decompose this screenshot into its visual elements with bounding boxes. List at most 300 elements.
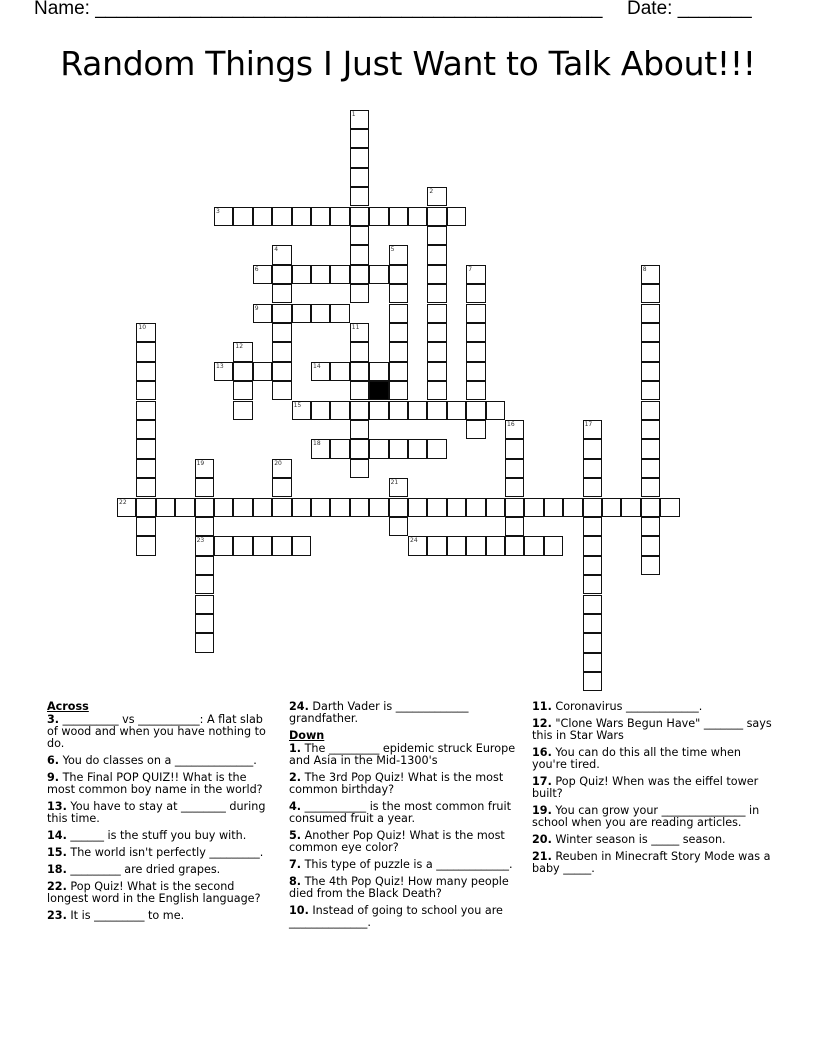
- grid-cell[interactable]: [427, 342, 446, 361]
- grid-cell[interactable]: [447, 401, 466, 420]
- grid-cell[interactable]: [427, 498, 446, 517]
- clue-text: __________ vs ___________: A flat slab of wood and when you have nothing to do.: [47, 713, 266, 750]
- grid-cell[interactable]: [369, 265, 388, 284]
- grid-cell[interactable]: [350, 342, 369, 361]
- grid-cell[interactable]: [369, 207, 388, 226]
- grid-cell[interactable]: [292, 498, 311, 517]
- grid-cell[interactable]: [427, 401, 446, 420]
- grid-cell[interactable]: [486, 536, 505, 555]
- grid-cell[interactable]: [408, 207, 427, 226]
- grid-cell[interactable]: [389, 304, 408, 323]
- grid-cell[interactable]: [136, 381, 155, 400]
- cell-number: 10: [138, 323, 147, 331]
- grid-cell[interactable]: [311, 265, 330, 284]
- grid-cell[interactable]: [427, 439, 446, 458]
- grid-cell[interactable]: [389, 284, 408, 303]
- grid-cell[interactable]: [641, 439, 660, 458]
- clue-text: Instead of going to school you are ______________.: [289, 904, 503, 929]
- cell-number: 13: [216, 362, 224, 370]
- grid-cell[interactable]: [389, 207, 408, 226]
- clue-item: [532, 776, 772, 800]
- grid-cell[interactable]: [583, 478, 602, 497]
- cell-number: 2: [429, 188, 434, 196]
- grid-cell[interactable]: [505, 536, 524, 555]
- grid-cell[interactable]: [350, 110, 369, 129]
- grid-cell[interactable]: [583, 575, 602, 594]
- clues-middle-column: [289, 701, 517, 934]
- grid-cell[interactable]: [427, 265, 446, 284]
- clue-item: [47, 714, 269, 750]
- clue-text: The Final POP QUIZ!! What is the most common boy name in the world?: [47, 771, 263, 796]
- grid-cell[interactable]: [389, 342, 408, 361]
- cell-number: 4: [274, 246, 279, 254]
- grid-cell[interactable]: [253, 265, 272, 284]
- grid-cell[interactable]: [117, 498, 136, 517]
- clue-text: Another Pop Quiz! What is the most common eye color?: [289, 829, 505, 854]
- cell-number: 24: [410, 537, 418, 545]
- grid-cell[interactable]: [195, 459, 214, 478]
- clue-number: 18.: [47, 863, 67, 876]
- grid-cell[interactable]: [311, 304, 330, 323]
- grid-cell[interactable]: [466, 536, 485, 555]
- grid-cell[interactable]: [641, 478, 660, 497]
- grid-cell[interactable]: [389, 439, 408, 458]
- grid-cell[interactable]: [369, 498, 388, 517]
- grid-cell[interactable]: [427, 245, 446, 264]
- clues-right-column: [532, 701, 772, 880]
- grid-cell[interactable]: [195, 614, 214, 633]
- grid-cell[interactable]: [427, 323, 446, 342]
- grid-cell[interactable]: [136, 323, 155, 342]
- grid-cell[interactable]: [214, 536, 233, 555]
- cell-number: 12: [235, 343, 244, 351]
- clue-text: Pop Quiz! What is the second longest word in the English language?: [47, 880, 261, 905]
- cell-number: 18: [313, 440, 321, 448]
- grid-cell[interactable]: [583, 556, 602, 575]
- grid-cell[interactable]: [641, 265, 660, 284]
- grid-cell[interactable]: [427, 226, 446, 245]
- grid-cell[interactable]: [466, 342, 485, 361]
- grid-cell[interactable]: [427, 381, 446, 400]
- clue-number: 19.: [532, 804, 552, 817]
- clue-text: Reuben in Minecraft Story Mode was a baby _____.: [532, 850, 771, 875]
- grid-cell[interactable]: [195, 517, 214, 536]
- clue-number: 15.: [47, 846, 67, 859]
- grid-cell[interactable]: [427, 284, 446, 303]
- cell-number: 22: [119, 498, 127, 506]
- grid-cell[interactable]: [311, 498, 330, 517]
- grid-cell[interactable]: [641, 304, 660, 323]
- grid-cell[interactable]: [136, 342, 155, 361]
- grid-cell[interactable]: [544, 498, 563, 517]
- grid-cell[interactable]: [292, 304, 311, 323]
- grid-cell[interactable]: [524, 498, 543, 517]
- grid-cell[interactable]: [447, 536, 466, 555]
- grid-cell[interactable]: [330, 362, 349, 381]
- clue-item: [289, 830, 517, 854]
- grid-cell[interactable]: [233, 207, 252, 226]
- clue-text: This type of puzzle is a _____________.: [301, 858, 513, 871]
- grid-cell[interactable]: [311, 207, 330, 226]
- grid-cell[interactable]: [195, 536, 214, 555]
- clue-number: 8.: [289, 875, 302, 888]
- grid-cell[interactable]: [350, 459, 369, 478]
- grid-cell[interactable]: [272, 498, 291, 517]
- grid-cell[interactable]: [466, 265, 485, 284]
- grid-cell[interactable]: [272, 265, 291, 284]
- grid-cell[interactable]: [136, 420, 155, 439]
- grid-cell[interactable]: [583, 633, 602, 652]
- grid-cell[interactable]: [330, 439, 349, 458]
- grid-cell[interactable]: [641, 381, 660, 400]
- clue-text: ______ is the stuff you buy with.: [66, 829, 247, 842]
- clue-text: _________ are dried grapes.: [66, 863, 221, 876]
- grid-cell[interactable]: [350, 187, 369, 206]
- grid-cell[interactable]: [350, 362, 369, 381]
- grid-cell[interactable]: [272, 342, 291, 361]
- page-title: Random Things I Just Want to Talk About!!!: [60, 44, 756, 83]
- clue-text: Darth Vader is _____________ grandfather.: [289, 700, 469, 725]
- clue-number: 3.: [47, 713, 60, 726]
- clue-item: [47, 755, 269, 767]
- clue-text: You can grow your _______________ in school when you are reading articles.: [532, 804, 760, 829]
- grid-cell[interactable]: [389, 245, 408, 264]
- clue-number: 21.: [532, 850, 552, 863]
- grid-cell[interactable]: [641, 459, 660, 478]
- clue-item: [47, 881, 269, 905]
- clue-number: 14.: [47, 829, 67, 842]
- grid-cell[interactable]: [583, 614, 602, 633]
- grid-cell[interactable]: [272, 323, 291, 342]
- grid-cell[interactable]: [330, 265, 349, 284]
- clue-item: [289, 743, 517, 767]
- grid-cell[interactable]: [583, 653, 602, 672]
- clue-item: [532, 701, 772, 713]
- grid-cell[interactable]: [389, 381, 408, 400]
- clue-text: Winter season is _____ season.: [551, 833, 726, 846]
- grid-cell[interactable]: [350, 439, 369, 458]
- grid-cell[interactable]: [136, 459, 155, 478]
- grid-cell[interactable]: [466, 323, 485, 342]
- grid-cell[interactable]: [214, 362, 233, 381]
- grid-cell[interactable]: [136, 401, 155, 420]
- grid-cell[interactable]: [195, 595, 214, 614]
- grid-cell[interactable]: [641, 362, 660, 381]
- cell-number: 1: [351, 110, 356, 118]
- grid-cell[interactable]: [466, 284, 485, 303]
- grid-cell[interactable]: [233, 401, 252, 420]
- clue-text: You can do this all the time when you're tired.: [532, 746, 741, 771]
- name-field-label: Name: ________________________________________________: [34, 0, 603, 19]
- grid-cell[interactable]: [641, 517, 660, 536]
- down-heading: Down: [289, 729, 325, 742]
- grid-cell[interactable]: [195, 498, 214, 517]
- clue-text: The world isn't perfectly _________.: [66, 846, 264, 859]
- grid-cell[interactable]: [233, 362, 252, 381]
- grid-cell[interactable]: [427, 187, 446, 206]
- grid-cell[interactable]: [330, 401, 349, 420]
- grid-cell[interactable]: [311, 439, 330, 458]
- clue-number: 10.: [289, 904, 309, 917]
- grid-cell[interactable]: [408, 439, 427, 458]
- grid-cell[interactable]: [544, 536, 563, 555]
- grid-cell[interactable]: [253, 207, 272, 226]
- clue-item: [289, 772, 517, 796]
- clue-item: [47, 910, 269, 922]
- clue-text: It is _________ to me.: [66, 909, 185, 922]
- grid-cell[interactable]: [641, 420, 660, 439]
- grid-cell[interactable]: [311, 401, 330, 420]
- grid-cell[interactable]: [505, 439, 524, 458]
- clue-item: [47, 830, 269, 842]
- grid-cell[interactable]: [602, 498, 621, 517]
- grid-cell[interactable]: [466, 362, 485, 381]
- grid-cell[interactable]: [214, 498, 233, 517]
- grid-cell[interactable]: [505, 478, 524, 497]
- clue-item: [47, 864, 269, 876]
- grid-cell[interactable]: [233, 498, 252, 517]
- grid-cell[interactable]: [641, 498, 660, 517]
- clue-item: [289, 905, 517, 929]
- grid-cell[interactable]: [466, 381, 485, 400]
- grid-cell[interactable]: [292, 265, 311, 284]
- grid-cell[interactable]: [350, 498, 369, 517]
- grid-cell[interactable]: [466, 420, 485, 439]
- cell-number: 7: [468, 265, 473, 273]
- grid-cell[interactable]: [136, 439, 155, 458]
- clue-number: 6.: [47, 754, 60, 767]
- grid-cell[interactable]: [583, 672, 602, 691]
- cell-number: 17: [584, 420, 593, 428]
- grid-cell[interactable]: [330, 498, 349, 517]
- grid-cell[interactable]: [272, 284, 291, 303]
- grid-cell[interactable]: [505, 459, 524, 478]
- cell-number: 19: [196, 459, 205, 467]
- grid-cell[interactable]: [583, 439, 602, 458]
- grid-cell[interactable]: [427, 536, 446, 555]
- grid-cell[interactable]: [583, 517, 602, 536]
- grid-cell[interactable]: [583, 498, 602, 517]
- grid-cell[interactable]: [369, 401, 388, 420]
- clue-number: 17.: [532, 775, 552, 788]
- clue-item: [47, 801, 269, 825]
- grid-cell[interactable]: [136, 517, 155, 536]
- grid-cell[interactable]: [136, 478, 155, 497]
- grid-cell[interactable]: [272, 536, 291, 555]
- grid-cell[interactable]: [389, 517, 408, 536]
- grid-cell[interactable]: [621, 498, 640, 517]
- grid-cell[interactable]: [583, 595, 602, 614]
- grid-cell[interactable]: [233, 342, 252, 361]
- grid-cell[interactable]: [408, 536, 427, 555]
- grid-cell[interactable]: [408, 498, 427, 517]
- grid-cell[interactable]: [350, 129, 369, 148]
- grid-cell[interactable]: [253, 362, 272, 381]
- clue-text: Coronavirus _____________.: [551, 700, 703, 713]
- clue-item: [532, 718, 772, 742]
- grid-cell[interactable]: [641, 342, 660, 361]
- cell-number: 15: [293, 401, 302, 409]
- grid-cell[interactable]: [369, 439, 388, 458]
- clues-across-column: [47, 701, 269, 927]
- clue-number: 16.: [532, 746, 552, 759]
- grid-cell[interactable]: [350, 284, 369, 303]
- grid-cell[interactable]: [583, 536, 602, 555]
- grid-cell[interactable]: [292, 401, 311, 420]
- grid-cell[interactable]: [583, 459, 602, 478]
- grid-cell[interactable]: [466, 401, 485, 420]
- grid-cell[interactable]: [292, 536, 311, 555]
- grid-cell[interactable]: [641, 401, 660, 420]
- cell-number: 5: [390, 246, 395, 254]
- grid-cell[interactable]: [466, 498, 485, 517]
- clue-text: "Clone Wars Begun Have" _______ says this in Star Wars: [532, 717, 772, 742]
- clue-item: [289, 876, 517, 900]
- grid-cell[interactable]: [233, 381, 252, 400]
- grid-cell[interactable]: [466, 304, 485, 323]
- cell-number: 21: [390, 479, 399, 487]
- grid-cell[interactable]: [447, 498, 466, 517]
- grid-cell[interactable]: [389, 323, 408, 342]
- date-field-label: Date: _______: [627, 0, 752, 19]
- grid-cell[interactable]: [350, 226, 369, 245]
- grid-cell[interactable]: [292, 207, 311, 226]
- clue-number: 7.: [289, 858, 302, 871]
- grid-cell[interactable]: [389, 265, 408, 284]
- clue-text: The _________ epidemic struck Europe and Asia in the Mid-1300's: [289, 742, 516, 767]
- cell-number: 9: [254, 304, 259, 312]
- grid-cell[interactable]: [311, 362, 330, 381]
- grid-cell[interactable]: [214, 207, 233, 226]
- grid-cell[interactable]: [272, 381, 291, 400]
- grid-cell[interactable]: [350, 245, 369, 264]
- black-cell: [369, 381, 388, 400]
- grid-cell[interactable]: [427, 207, 446, 226]
- grid-cell[interactable]: [427, 362, 446, 381]
- grid-cell[interactable]: [175, 498, 194, 517]
- clue-text: The 3rd Pop Quiz! What is the most common birthday?: [289, 771, 504, 796]
- grid-cell[interactable]: [350, 401, 369, 420]
- clue-number: 5.: [289, 829, 302, 842]
- grid-cell[interactable]: [233, 536, 252, 555]
- clue-item: [47, 772, 269, 796]
- grid-cell[interactable]: [408, 401, 427, 420]
- grid-cell[interactable]: [272, 207, 291, 226]
- grid-cell[interactable]: [136, 498, 155, 517]
- clue-item: [289, 701, 517, 725]
- grid-cell[interactable]: [505, 498, 524, 517]
- grid-cell[interactable]: [350, 323, 369, 342]
- clue-item: [289, 859, 517, 871]
- grid-cell[interactable]: [447, 207, 466, 226]
- grid-cell[interactable]: [272, 362, 291, 381]
- grid-cell[interactable]: [641, 323, 660, 342]
- clue-number: 2.: [289, 771, 302, 784]
- clue-number: 20.: [532, 833, 552, 846]
- grid-cell[interactable]: [195, 556, 214, 575]
- grid-cell[interactable]: [505, 517, 524, 536]
- grid-cell[interactable]: [350, 420, 369, 439]
- cell-number: 3: [216, 207, 220, 215]
- grid-cell[interactable]: [389, 362, 408, 381]
- grid-cell[interactable]: [389, 401, 408, 420]
- grid-cell[interactable]: [272, 304, 291, 323]
- grid-cell[interactable]: [272, 459, 291, 478]
- grid-cell[interactable]: [660, 498, 679, 517]
- clue-number: 13.: [47, 800, 67, 813]
- clue-number: 24.: [289, 700, 309, 713]
- grid-cell[interactable]: [583, 420, 602, 439]
- grid-cell[interactable]: [389, 478, 408, 497]
- grid-cell[interactable]: [272, 245, 291, 264]
- cell-number: 16: [507, 420, 515, 428]
- grid-cell[interactable]: [195, 633, 214, 652]
- clue-item: [532, 834, 772, 846]
- cell-number: 20: [274, 459, 282, 467]
- clue-number: 1.: [289, 742, 302, 755]
- grid-cell[interactable]: [272, 478, 291, 497]
- grid-cell[interactable]: [563, 498, 582, 517]
- clue-number: 23.: [47, 909, 67, 922]
- cell-number: 23: [196, 537, 205, 545]
- grid-cell[interactable]: [253, 536, 272, 555]
- clue-item: [532, 851, 772, 875]
- grid-cell[interactable]: [486, 401, 505, 420]
- clue-number: 9.: [47, 771, 60, 784]
- grid-cell[interactable]: [330, 207, 349, 226]
- grid-cell[interactable]: [156, 498, 175, 517]
- across-heading: Across: [47, 700, 89, 713]
- grid-cell[interactable]: [350, 207, 369, 226]
- grid-cell[interactable]: [369, 362, 388, 381]
- grid-cell[interactable]: [641, 536, 660, 555]
- clue-item: [47, 847, 269, 859]
- grid-cell[interactable]: [350, 265, 369, 284]
- grid-cell[interactable]: [330, 304, 349, 323]
- clue-item: [532, 805, 772, 829]
- grid-cell[interactable]: [427, 304, 446, 323]
- grid-cell[interactable]: [136, 536, 155, 555]
- clue-text: Pop Quiz! When was the eiffel tower built?: [532, 775, 759, 800]
- grid-cell[interactable]: [195, 478, 214, 497]
- clue-text: You do classes on a ______________.: [59, 754, 257, 767]
- clue-number: 22.: [47, 880, 67, 893]
- grid-cell[interactable]: [350, 148, 369, 167]
- grid-cell[interactable]: [350, 168, 369, 187]
- grid-cell[interactable]: [505, 420, 524, 439]
- grid-cell[interactable]: [253, 498, 272, 517]
- grid-cell[interactable]: [136, 362, 155, 381]
- cell-number: 8: [642, 265, 647, 273]
- clue-item: [532, 747, 772, 771]
- grid-cell[interactable]: [389, 498, 408, 517]
- grid-cell[interactable]: [253, 304, 272, 323]
- grid-cell[interactable]: [195, 575, 214, 594]
- cell-number: 6: [254, 265, 259, 273]
- cell-number: 11: [351, 323, 360, 331]
- clue-item: [289, 801, 517, 825]
- clue-number: 11.: [532, 700, 552, 713]
- clue-text: You have to stay at ________ during this time.: [47, 800, 266, 825]
- clue-number: 12.: [532, 717, 552, 730]
- grid-cell[interactable]: [641, 284, 660, 303]
- grid-cell[interactable]: [350, 381, 369, 400]
- clue-text: The 4th Pop Quiz! How many people died from the Black Death?: [289, 875, 509, 900]
- grid-cell[interactable]: [524, 536, 543, 555]
- grid-cell[interactable]: [486, 498, 505, 517]
- clue-text: ___________ is the most common fruit consumed fruit a year.: [289, 800, 512, 825]
- grid-cell[interactable]: [641, 556, 660, 575]
